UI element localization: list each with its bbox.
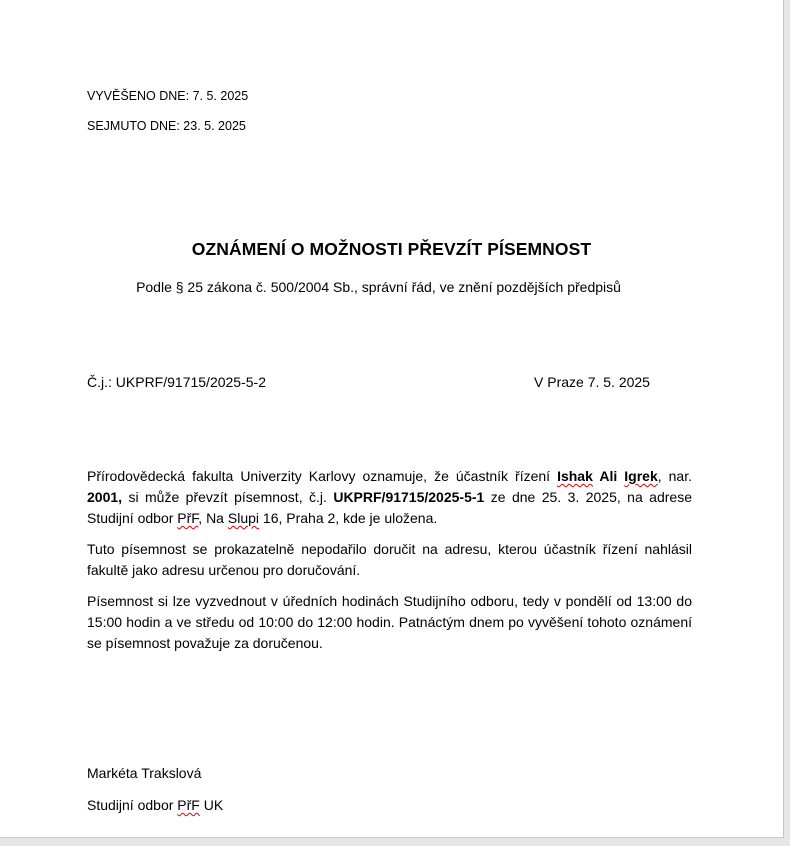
document-reference: UKPRF/91715/2025-5-1 (333, 489, 485, 505)
removed-date: SEJMUTO DNE: 23. 5. 2025 (87, 119, 246, 133)
participant-last-name: Igrek (624, 468, 658, 484)
notice-body (87, 466, 692, 664)
document-title: OZNÁMENÍ O MOŽNOSTI PŘEVZÍT PÍSEMNOST (191, 239, 592, 259)
paragraph-3: Písemnost si lze vyzvednout v úředních hodinách Studijního odboru, tedy v pondělí od 13:00 do 15:00 hodin a ve středu od 10:00 do 12:00 hodin. Patnáctým dnem po vyvěšení tohoto oznámení se písemnost považuje za doručenou. (87, 593, 692, 651)
birth-year: 2001, (87, 489, 123, 505)
paragraph-1: Přírodovědecká fakulta Univerzity Karlovy oznamuje, že účastník řízení Ishak Ali Igrek, nar. 2001, si může převzít písemnost, č.j. UKPRF/91715/2025-5-1 ze dne 25. 3. 2025, na adrese Studijní odbor PřF, Na Slupi 16, Praha 2, kde je uložena. (87, 468, 693, 526)
participant-first-name: Ishak (557, 468, 593, 484)
reference-number: Č.j.: UKPRF/91715/2025-5-2 (87, 374, 266, 390)
place-date: V Praze 7. 5. 2025 (534, 374, 650, 390)
signature-name: Markéta Trakslová (87, 765, 202, 781)
signature-department: Studijní odbor PřF UK (87, 797, 224, 813)
paragraph-2: Tuto písemnost se prokazatelně nepodařilo doručit na adresu, kterou účastník řízení nahlásil fakultě jako adresu určenou pro doručování. (87, 541, 692, 578)
street-name: Slupi (227, 510, 260, 526)
posted-date: VYVĚŠENO DNE: 7. 5. 2025 (87, 89, 249, 103)
prf-abbrev: PřF (177, 510, 199, 526)
prf-abbrev: PřF (177, 797, 200, 813)
document-subtitle: Podle § 25 zákona č. 500/2004 Sb., správní řád, ve znění pozdějších předpisů (136, 279, 621, 295)
participant-middle-name: Ali (592, 468, 625, 484)
